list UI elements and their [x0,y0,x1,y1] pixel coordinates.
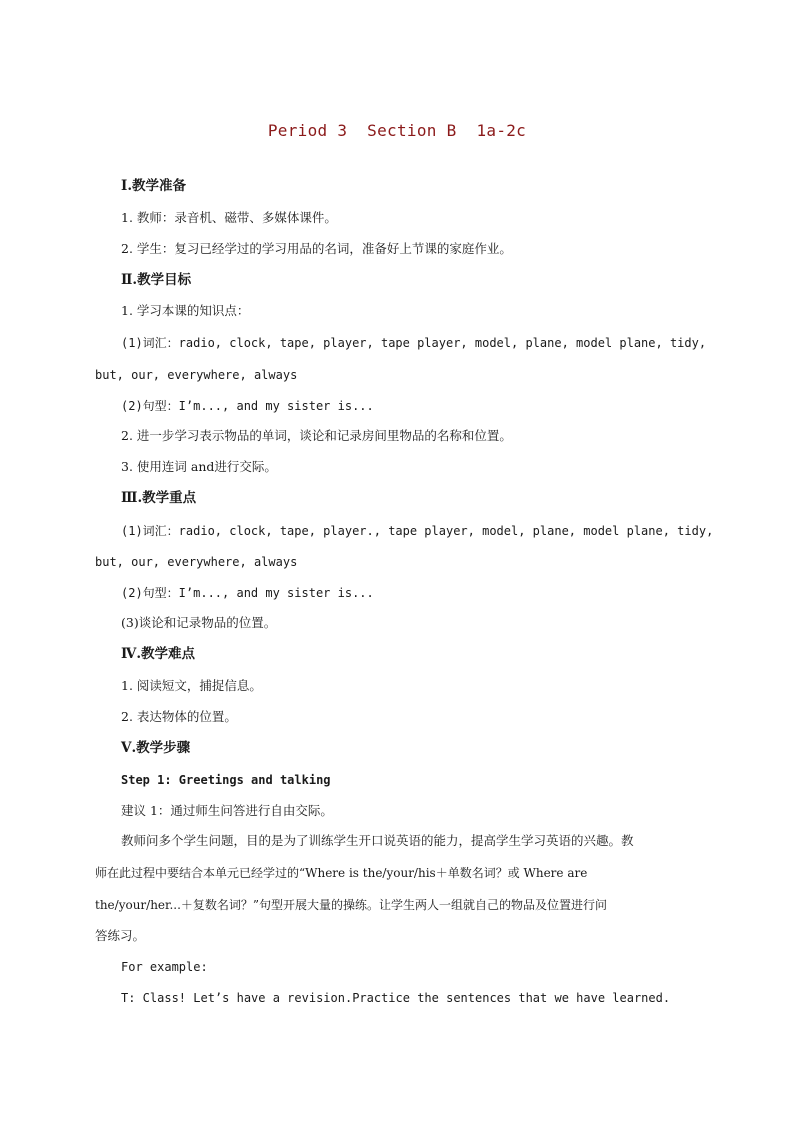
text-line: 2. 表达物体的位置。 [121,709,237,724]
section-heading-preparation: Ⅰ.教学准备 [121,178,187,194]
text-line: but, our, everywhere, always [95,555,298,569]
text-line: (2)句型：I’m..., and my sister is... [121,586,374,600]
text-line: (2)句型：I’m..., and my sister is... [121,399,374,413]
text-line: For example: [121,960,208,974]
section-heading-difficulties: Ⅳ.教学难点 [121,646,196,662]
text-line: 3. 使用连词 and进行交际。 [121,459,277,474]
page-title: Period 3 Section B 1a-2c [267,121,527,140]
text-line: 教师问多个学生问题，目的是为了训练学生开口说英语的能力，提高学生学习英语的兴趣。教 [121,833,634,848]
text-line: 2. 学生：复习已经学过的学习用品的名词，准备好上节课的家庭作业。 [121,241,512,256]
section-heading-objectives: Ⅱ.教学目标 [121,272,192,288]
text-line: the/your/her...＋复数名词？”句型开展大量的操练。让学生两人一组就自己的物品及位置进行问 [95,898,608,912]
section-heading-steps: Ⅴ.教学步骤 [121,740,191,756]
section-heading-key-points: Ⅲ.教学重点 [121,490,197,506]
text-line: (3)谈论和记录物品的位置。 [121,615,277,630]
text-line: 1. 教师：录音机、磁带、多媒体课件。 [121,210,337,225]
step-heading: Step 1: Greetings and talking [121,773,331,787]
text-line: 1. 阅读短文，捕捉信息。 [121,678,262,693]
text-line: 答练习。 [95,928,146,943]
text-line: 2. 进一步学习表示物品的单词，谈论和记录房间里物品的名称和位置。 [121,428,512,443]
text-line: (1)词汇：radio, clock, tape, player, tape player, model, plane, model plane, tidy, [121,336,707,350]
text-line: but, our, everywhere, always [95,368,298,382]
text-line: (1)词汇：radio, clock, tape, player., tape player, model, plane, model plane, tidy, [121,524,714,538]
text-line: T: Class! Let’s have a revision.Practice the sentences that we have learned. [121,991,671,1005]
text-line: 建议 1：通过师生问答进行自由交际。 [121,803,333,818]
text-line: 师在此过程中要结合本单元已经学过的“Where is the/your/his＋单数名词？或 Where are [95,866,588,880]
text-line: 1. 学习本课的知识点： [121,303,250,318]
